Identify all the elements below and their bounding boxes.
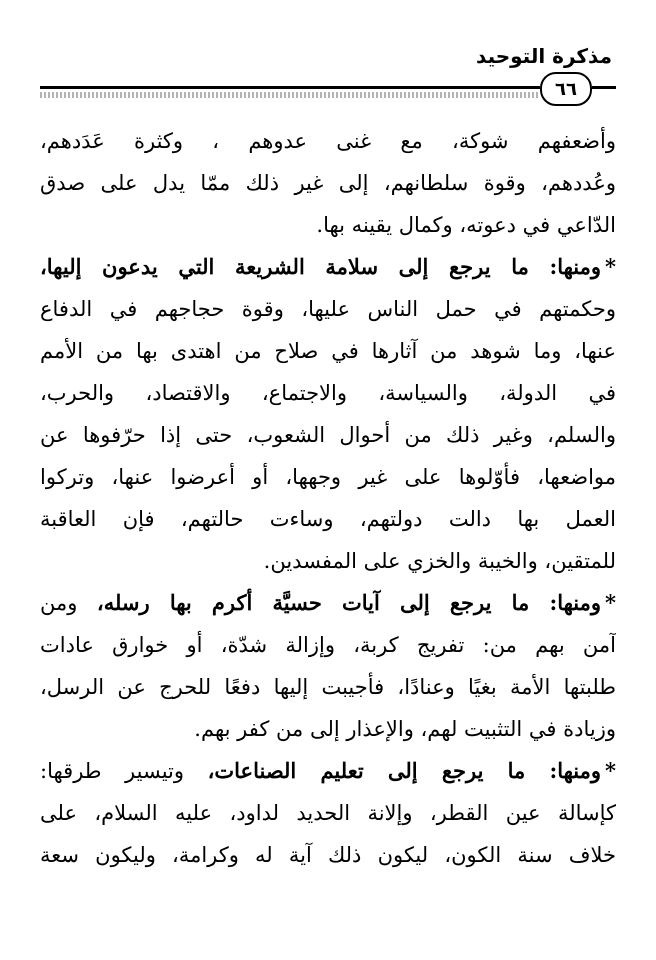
header-rule-right <box>592 86 616 89</box>
section-lead: ومنها: ما يرجع إلى سلامة الشريعة التي يدعون إليها، <box>40 254 602 279</box>
page-number: ٦٦ <box>540 72 592 106</box>
bullet-star: * <box>605 254 616 279</box>
line-text: آمن بهم من: تفريج كربة، وإزالة شدّة، أو خوارق عادات <box>40 633 616 657</box>
line-text: الدّاعي في دعوته، وكمال يقينه بها. <box>316 213 616 237</box>
text-line <box>40 582 616 624</box>
line-text: وتيسير طرقها: <box>40 759 185 783</box>
text-line <box>40 204 616 246</box>
text-line <box>40 834 616 876</box>
line-text: وعُددهم، وقوة سلطانهم، إلى غير ذلك ممّا يدل على صدق <box>40 171 616 195</box>
header-ornament <box>40 92 540 98</box>
line-text: وأضعفهم شوكة، مع غنى عدوهم ، وكثرة عَدَدهم، <box>40 129 616 153</box>
text-line <box>40 750 616 792</box>
running-title: مذكرة التوحيد <box>476 44 612 68</box>
section-lead: ومنها: ما يرجع إلى آيات حسيَّة أكرم بها رسله، <box>96 590 602 615</box>
line-text: والسلم، وغير ذلك من أحوال الشعوب، حتى إذا حرّفوها عن <box>40 423 616 447</box>
line-text: طلبتها الأمة بغيًا وعنادًا، فأجيبت إليها دفعًا للحرج عن الرسل، <box>40 675 616 699</box>
line-text: في الدولة، والسياسة، والاجتماع، والاقتصاد، والحرب، <box>40 381 616 405</box>
body-text <box>40 120 616 876</box>
text-line <box>40 246 616 288</box>
line-text: للمتقين، والخيبة والخزي على المفسدين. <box>263 549 616 573</box>
line-text: عنها، وما شوهد من آثارها في صلاح من اهتدى بها من الأمم <box>40 339 616 363</box>
line-text: العمل بها دالت دولتهم، وساءت حالتهم، فإن العاقبة <box>40 507 616 531</box>
bullet-star: * <box>605 758 616 783</box>
line-text: كإسالة عين القطر، وإلانة الحديد لداود، عليه السلام، على <box>40 801 616 825</box>
line-text: وزيادة في التثبيت لهم، والإعذار إلى من كفر بهم. <box>194 717 616 741</box>
bullet-star: * <box>605 590 616 615</box>
text-line <box>40 666 616 708</box>
text-line <box>40 540 616 582</box>
text-line <box>40 372 616 414</box>
text-line <box>40 288 616 330</box>
line-text: ومن <box>40 591 78 615</box>
section-lead: ومنها: ما يرجع إلى تعليم الصناعات، <box>207 758 602 783</box>
text-line <box>40 330 616 372</box>
line-text: مواضعها، فأوّلوها على غير وجهها، أو أعرضوا عنها، وتركوا <box>40 465 616 489</box>
line-text: خلاف سنة الكون، ليكون ذلك آية له وكرامة، وليكون سعة <box>40 843 616 867</box>
text-line <box>40 708 616 750</box>
header-rule <box>40 86 540 89</box>
text-line <box>40 456 616 498</box>
text-line <box>40 162 616 204</box>
line-text: وحكمتهم في حمل الناس عليها، وقوة حجاجهم في الدفاع <box>40 297 616 321</box>
text-line <box>40 624 616 666</box>
text-line <box>40 414 616 456</box>
text-line <box>40 498 616 540</box>
text-line <box>40 120 616 162</box>
text-line <box>40 792 616 834</box>
